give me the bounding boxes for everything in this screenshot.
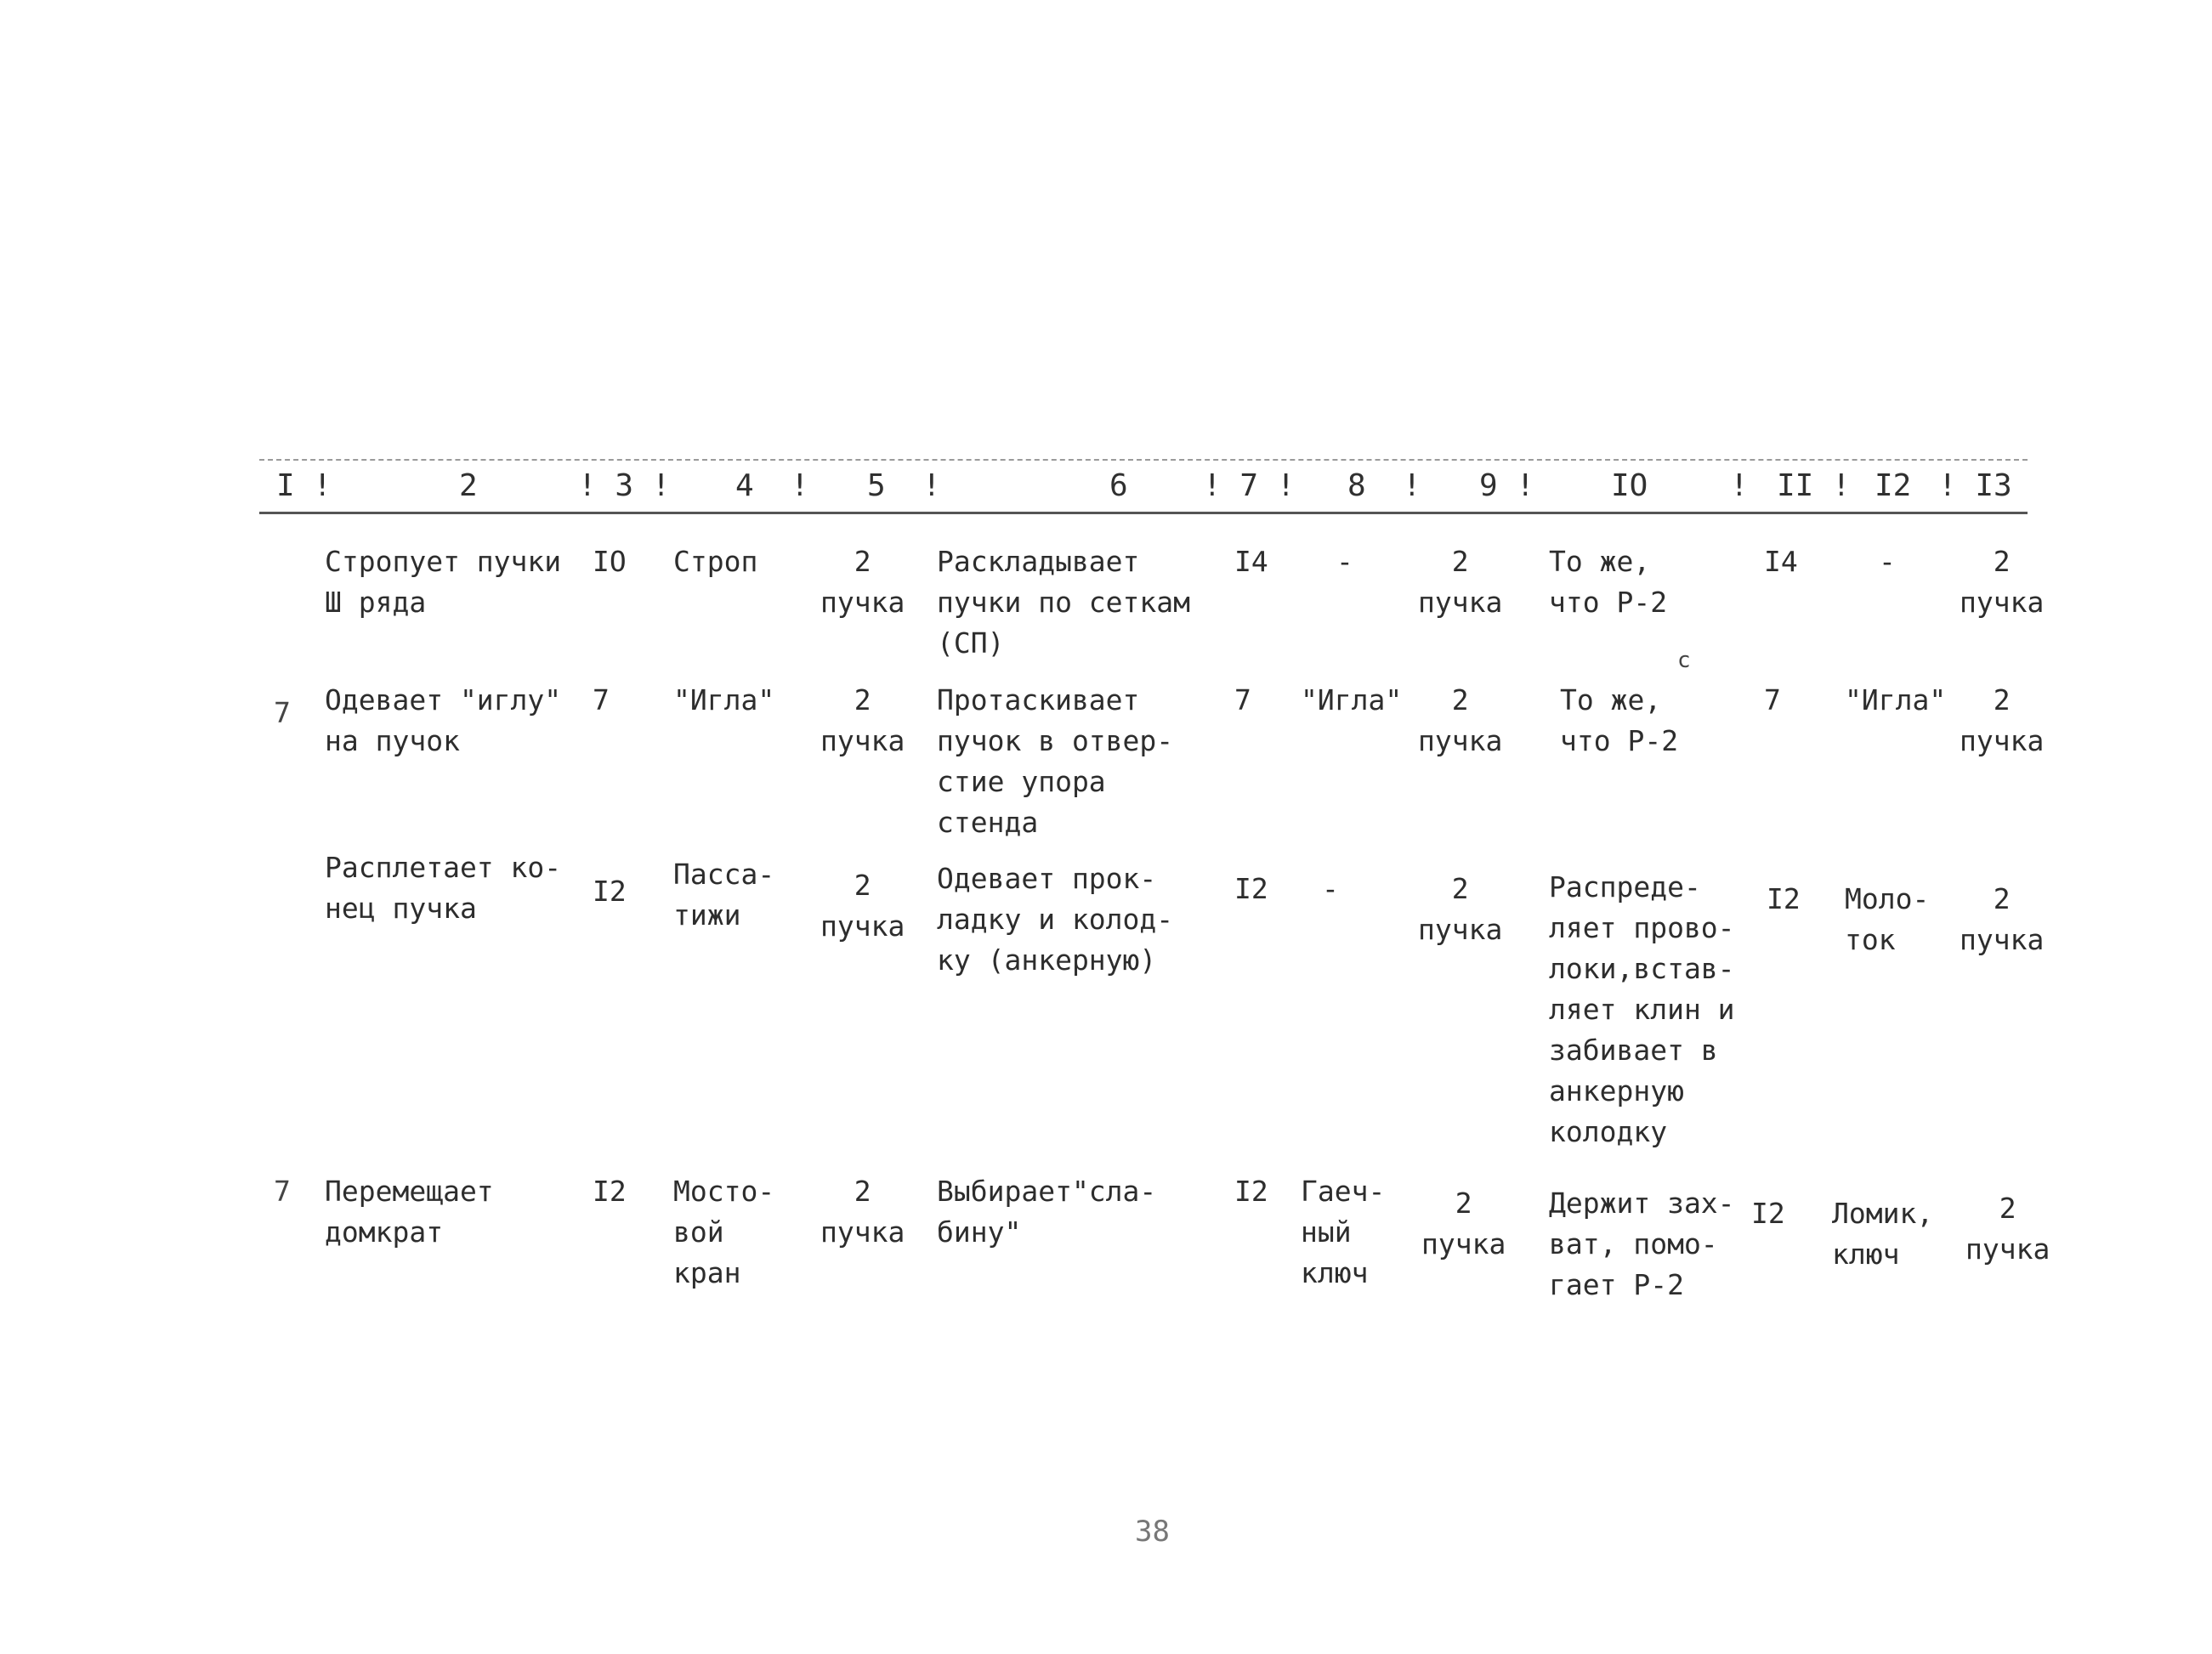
cell-volume: 2 пучка [820, 545, 905, 619]
cell-time: IO [593, 545, 627, 578]
cell-volume-3: 2 пучка [1960, 882, 2045, 956]
cell-tool: Пасса- тижи [673, 858, 775, 932]
cell-volume: 2 пучка [820, 1175, 905, 1249]
cell-time-2: I4 [1234, 545, 1268, 578]
cell-volume-3: 2 пучка [1965, 1192, 2050, 1266]
cell-volume-2: 2 пучка [1418, 683, 1503, 757]
page-number: 38 [1135, 1515, 1170, 1549]
cell-time-3: I2 [1767, 882, 1801, 915]
cell-time: I2 [593, 1175, 627, 1208]
cell-tool-2: Гаеч- ный ключ [1301, 1175, 1386, 1289]
header-col-6: 6 [1109, 468, 1128, 503]
cell-time: 7 [593, 683, 610, 717]
header-col-5: 5 [867, 468, 886, 503]
cell-operation: Расплетает ко- нец пучка [325, 851, 562, 925]
cell-tool-3: Ломик, ключ [1832, 1197, 1934, 1271]
cell-tool-3: - [1879, 545, 1896, 578]
table-header [259, 459, 2028, 514]
cell-operation: Стропует пучки Ш ряда [325, 545, 562, 619]
header-sep-4: ! [791, 468, 809, 503]
header-col-4: 4 [735, 468, 754, 503]
cell-tool: Мосто- вой кран [673, 1175, 775, 1289]
cell-time-2: 7 [1234, 683, 1251, 717]
row-marker: 7 [274, 1175, 291, 1208]
cell-time-3: I2 [1751, 1197, 1785, 1230]
cell-volume-2: 2 пучка [1418, 872, 1503, 946]
cell-operation-2: Одевает прок- ладку и колод- ку (анкерную) [937, 862, 1174, 977]
note-mark: с [1677, 648, 1691, 673]
cell-tool-2: - [1336, 545, 1353, 578]
cell-volume-3: 2 пучка [1960, 683, 2045, 757]
header-sep-5: ! [922, 468, 941, 503]
cell-volume: 2 пучка [820, 869, 905, 943]
cell-operation-3: То же, что Р-2 [1549, 545, 1668, 619]
header-col-11: II ! [1777, 468, 1851, 503]
header-col-1: I ! [276, 468, 332, 503]
cell-tool-3: "Игла" [1845, 683, 1947, 717]
cell-tool: "Игла" [673, 683, 775, 717]
cell-operation-2: Выбирает"сла- бину" [937, 1175, 1157, 1249]
cell-time: I2 [593, 875, 627, 908]
cell-volume-3: 2 пучка [1960, 545, 2045, 619]
header-sep-10: ! [1730, 468, 1749, 503]
cell-operation-2: Раскладывает пучки по сеткам (СП) [937, 545, 1191, 660]
cell-tool-3: Моло- ток [1845, 882, 1930, 956]
cell-tool-2: - [1322, 872, 1339, 905]
cell-tool-2: "Игла" [1301, 683, 1403, 717]
cell-operation-3: То же, что Р-2 [1560, 683, 1679, 757]
cell-time-2: I2 [1234, 872, 1268, 905]
header-col-13: ! I3 [1938, 468, 2012, 503]
cell-operation-2: Протаскивает пучок в отвер- стие упора стенда [937, 683, 1174, 839]
cell-operation-3: Распреде- ляет прово- локи,встав- ляет клин и забивает в анкерную колодку [1549, 870, 1735, 1148]
cell-volume: 2 пучка [820, 683, 905, 757]
header-col-10: IO [1611, 468, 1648, 503]
header-col-9: 9 ! [1479, 468, 1535, 503]
cell-volume-2: 2 пучка [1421, 1187, 1506, 1260]
cell-operation-3: Держит зах- ват, помо- гает Р-2 [1549, 1187, 1735, 1301]
cell-tool: Строп [673, 545, 758, 578]
cell-volume-2: 2 пучка [1418, 545, 1503, 619]
cell-operation: Перемещает домкрат [325, 1175, 494, 1249]
row-marker: 7 [274, 696, 291, 729]
cell-operation: Одевает "иглу" на пучок [325, 683, 562, 757]
header-col-8: 8 [1347, 468, 1366, 503]
header-sep-8: ! [1403, 468, 1421, 503]
header-col-3: ! 3 ! [578, 468, 671, 503]
cell-time-3: I4 [1764, 545, 1798, 578]
cell-time-2: I2 [1234, 1175, 1268, 1208]
cell-time-3: 7 [1764, 683, 1781, 717]
header-col-12: I2 [1875, 468, 1912, 503]
header-col-2: 2 [459, 468, 478, 503]
header-col-7: ! 7 ! [1203, 468, 1296, 503]
